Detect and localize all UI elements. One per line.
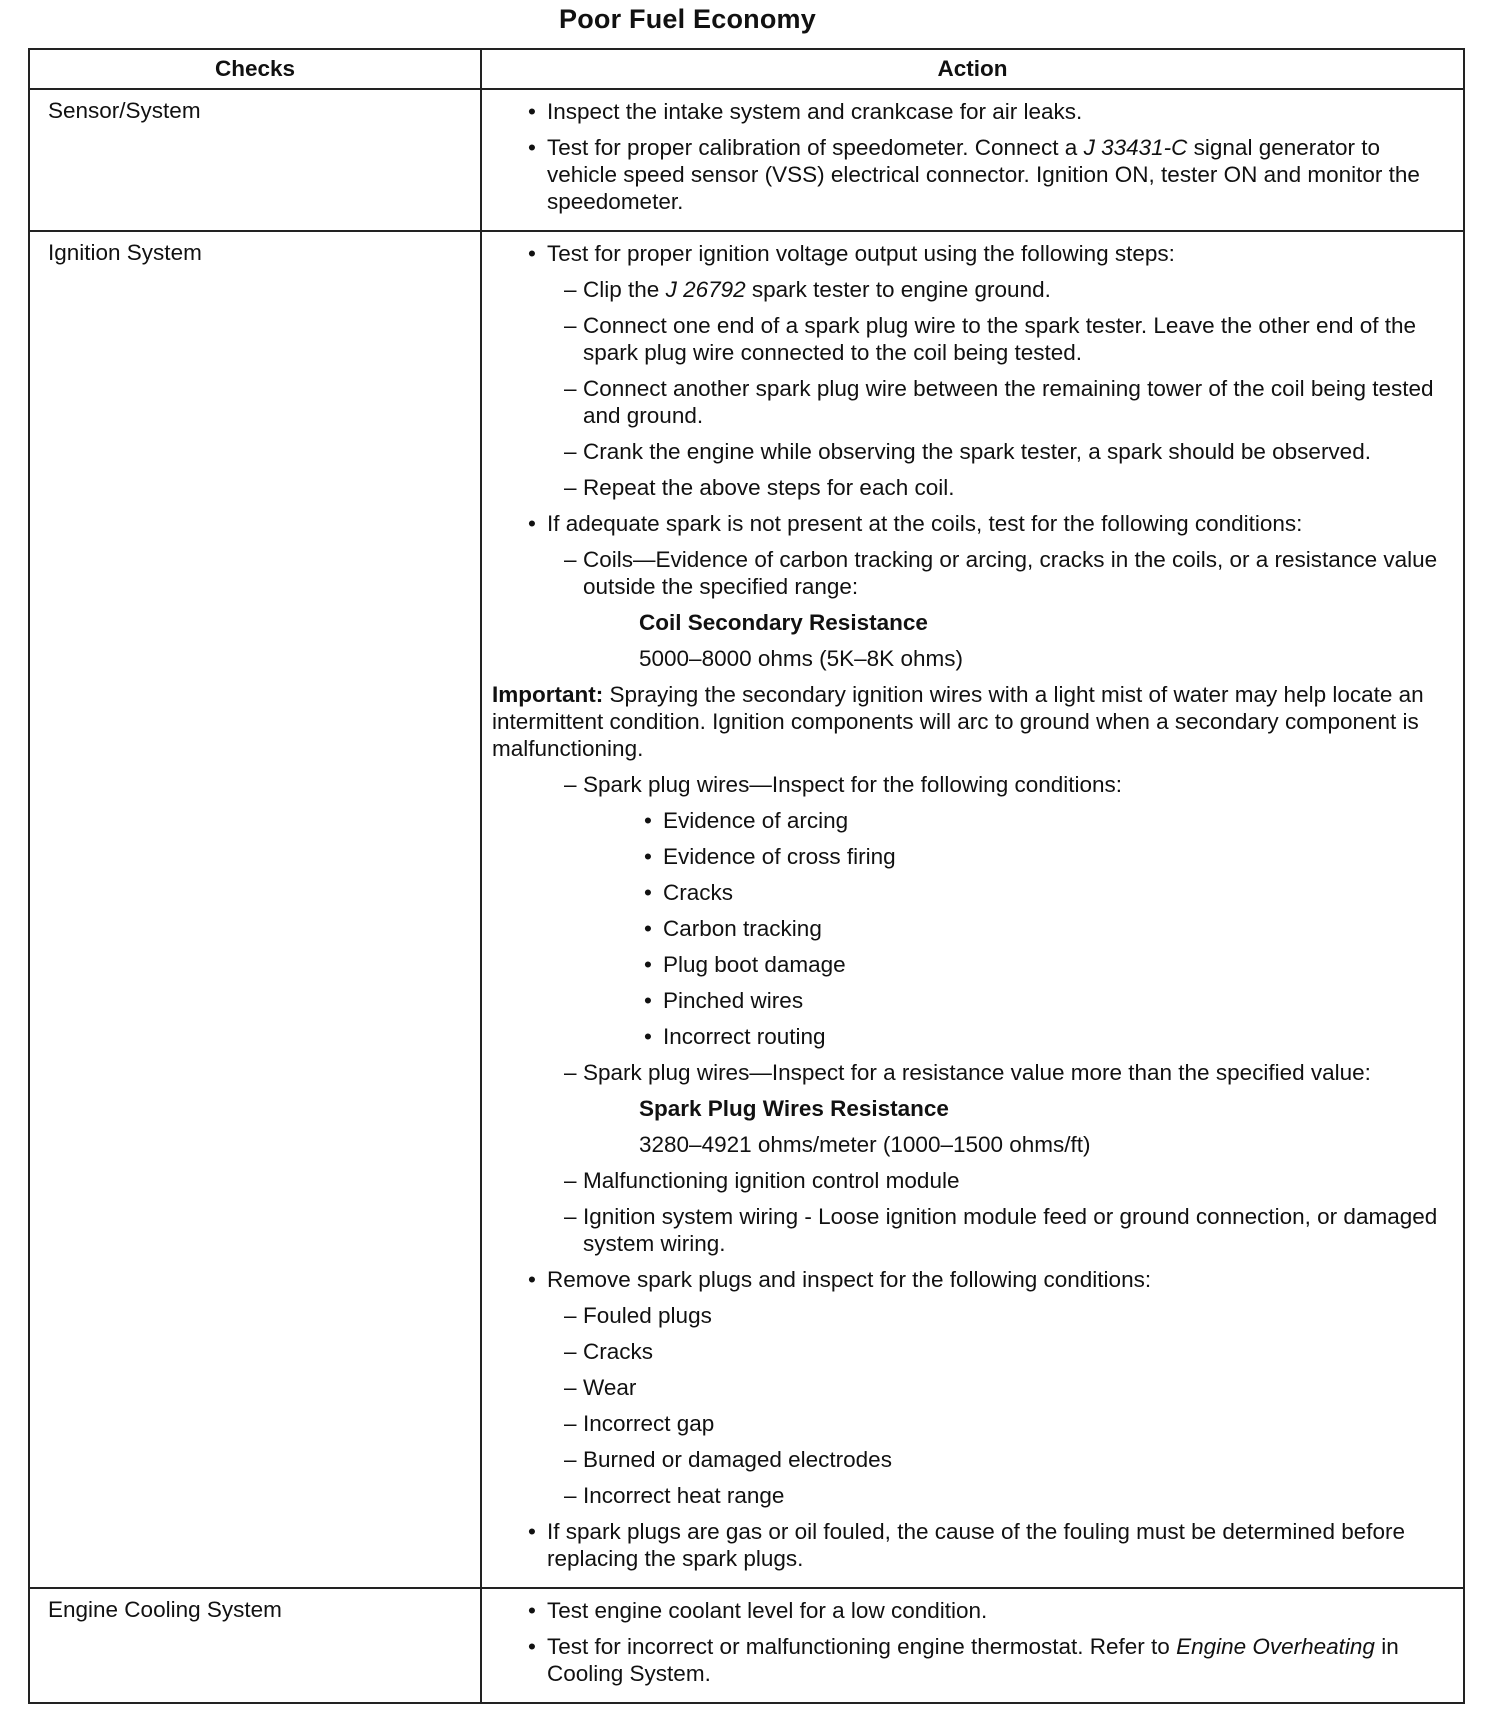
- sub-list-item: – Spark plug wires—Inspect for the following conditions:: [492, 771, 1453, 798]
- plug-condition-item: – Incorrect gap: [492, 1410, 1453, 1437]
- sub-list-item: – Malfunctioning ignition control module: [492, 1167, 1453, 1194]
- sub-list-item: – Coils—Evidence of carbon tracking or arcing, cracks in the coils, or a resistance value outside the specified range:: [492, 546, 1453, 600]
- spec-label: Spark Plug Wires Resistance: [639, 1096, 949, 1121]
- diagnosis-table: [28, 48, 1465, 1704]
- list-item: • If adequate spark is not present at the coils, test for the following conditions:: [492, 510, 1453, 537]
- condition-item: • Cracks: [492, 879, 1453, 906]
- table-row: [29, 1588, 1464, 1703]
- table-row: [29, 231, 1464, 1588]
- list-item: • If spark plugs are gas or oil fouled, the cause of the fouling must be determined before replacing the spark plugs.: [492, 1518, 1453, 1572]
- spec-label: Coil Secondary Resistance: [639, 610, 928, 635]
- action-header: Action: [481, 49, 1464, 89]
- sub-list-item: – Crank the engine while observing the spark tester, a spark should be observed.: [492, 438, 1453, 465]
- check-cell: Ignition System: [29, 231, 481, 1588]
- check-cell: Sensor/System: [29, 89, 481, 231]
- check-cell: Engine Cooling System: [29, 1588, 481, 1703]
- action-cell: [481, 1588, 1464, 1703]
- important-note: Important: Spraying the secondary ignition wires with a light mist of water may help locate an intermittent condition. Ignition components will arc to ground when a secondary component is malfunctioning.: [492, 682, 1424, 761]
- condition-item: • Plug boot damage: [492, 951, 1453, 978]
- sub-list-item: – Repeat the above steps for each coil.: [492, 474, 1453, 501]
- list-item: • Inspect the intake system and crankcase for air leaks.: [492, 98, 1453, 125]
- checks-header: Checks: [29, 49, 481, 89]
- spec-value: 3280–4921 ohms/meter (1000–1500 ohms/ft): [639, 1132, 1091, 1157]
- condition-item: • Evidence of arcing: [492, 807, 1453, 834]
- condition-item: • Incorrect routing: [492, 1023, 1453, 1050]
- tool-number: J 33431-C: [1083, 135, 1188, 160]
- sub-list-item: – Ignition system wiring - Loose ignition module feed or ground connection, or damaged system wiring.: [492, 1203, 1453, 1257]
- action-cell: [481, 231, 1464, 1588]
- condition-item: • Carbon tracking: [492, 915, 1453, 942]
- table-row: [29, 89, 1464, 231]
- sub-list-item: – Connect one end of a spark plug wire to the spark tester. Leave the other end of the spark plug wire connected to the coil being tested.: [492, 312, 1453, 366]
- list-item: • Test for incorrect or malfunctioning engine thermostat. Refer to Engine Overheating in Cooling System.: [492, 1633, 1453, 1687]
- plug-condition-item: – Wear: [492, 1374, 1453, 1401]
- reference-link-text: Engine Overheating: [1176, 1634, 1375, 1659]
- spec-value: 5000–8000 ohms (5K–8K ohms): [639, 646, 963, 671]
- condition-item: • Evidence of cross firing: [492, 843, 1453, 870]
- plug-condition-item: – Fouled plugs: [492, 1302, 1453, 1329]
- important-label: Important:: [492, 682, 604, 707]
- sub-list-item: – Spark plug wires—Inspect for a resistance value more than the specified value:: [492, 1059, 1453, 1086]
- plug-condition-item: – Burned or damaged electrodes: [492, 1446, 1453, 1473]
- page-title: Poor Fuel Economy: [559, 4, 816, 34]
- tool-number: J 26792: [665, 277, 746, 302]
- sub-list-item: – Clip the J 26792 spark tester to engine ground.: [492, 276, 1453, 303]
- list-item: • Test for proper calibration of speedometer. Connect a J 33431-C signal generator to vehicle speed sensor (VSS) electrical connector. Ignition ON, tester ON and monitor the speedometer.: [492, 134, 1453, 215]
- header-row: [29, 49, 1464, 89]
- list-item: • Remove spark plugs and inspect for the following conditions:: [492, 1266, 1453, 1293]
- plug-condition-item: – Cracks: [492, 1338, 1453, 1365]
- condition-item: • Pinched wires: [492, 987, 1453, 1014]
- action-cell: [481, 89, 1464, 231]
- list-item: • Test for proper ignition voltage output using the following steps:: [492, 240, 1453, 267]
- list-item: • Test engine coolant level for a low condition.: [492, 1597, 1453, 1624]
- plug-condition-item: – Incorrect heat range: [492, 1482, 1453, 1509]
- sub-list-item: – Connect another spark plug wire between the remaining tower of the coil being tested and ground.: [492, 375, 1453, 429]
